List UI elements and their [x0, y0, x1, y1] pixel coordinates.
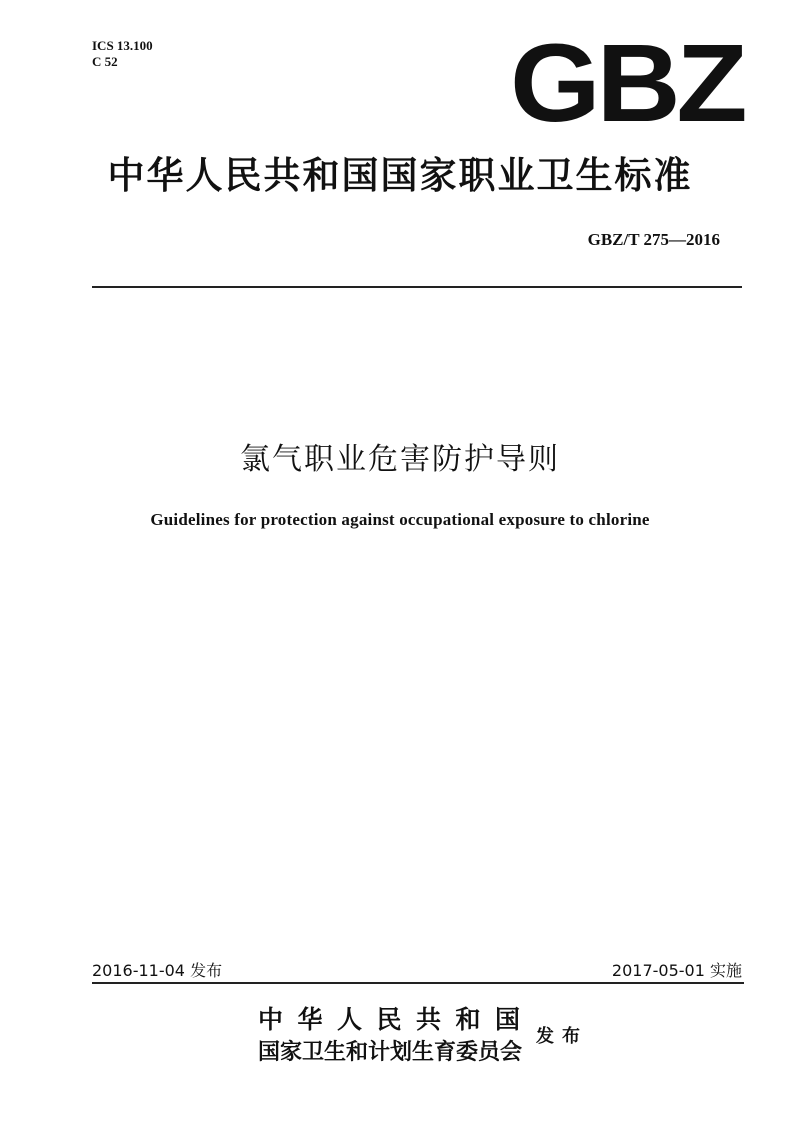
issuer-line-1: 中华人民共和国 [258, 1005, 535, 1034]
standard-number: GBZ/T 275—2016 [587, 230, 720, 249]
header-divider [92, 286, 742, 288]
footer-divider [92, 982, 744, 984]
issue-date: 2016-11-04 发布 [92, 961, 223, 980]
implementation-date: 2017-05-01 实施 [611, 961, 742, 980]
classification-codes [92, 38, 153, 70]
issued-label: 发布 [536, 1026, 588, 1047]
ics-code: ICS 13.100 [92, 38, 153, 53]
issuer-line-2: 国家卫生和计划生育委员会 [258, 1040, 523, 1065]
document-title-english: Guidelines for protection against occupational exposure to chlorine [150, 510, 650, 529]
gbz-logo: GBZ [510, 22, 744, 145]
ccs-code: C 52 [92, 54, 118, 69]
standard-category-title: 中华人民共和国国家职业卫生标准 [107, 154, 693, 197]
document-title-chinese: 氯气职业危害防护导则 [240, 442, 560, 477]
